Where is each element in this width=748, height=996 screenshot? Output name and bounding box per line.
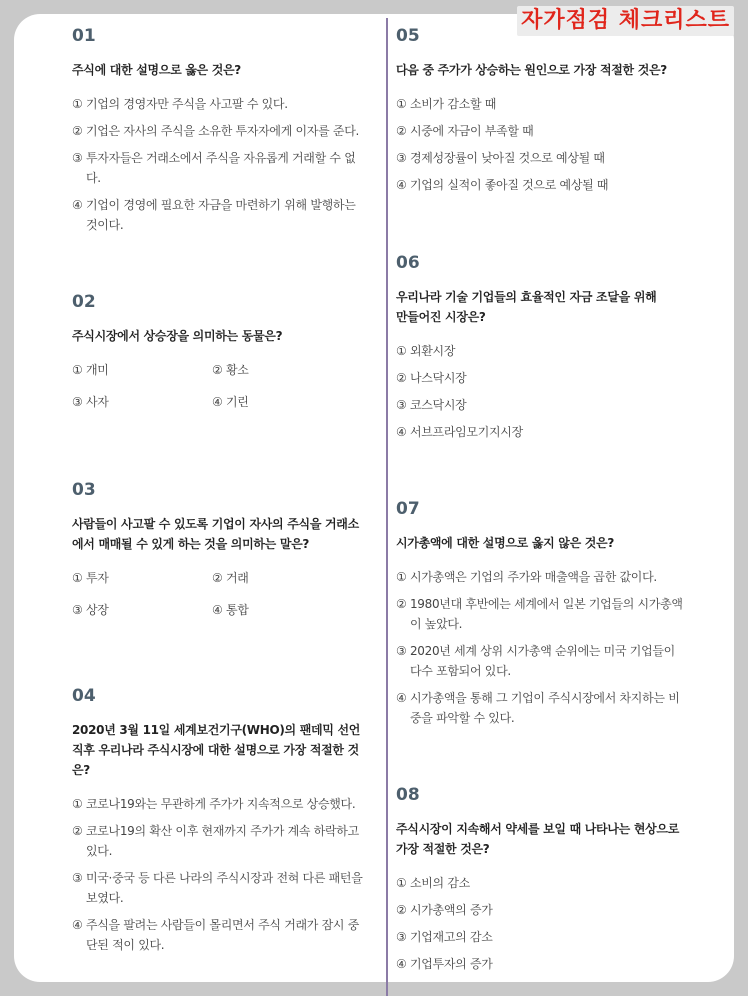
- option[interactable]: ① 투자: [72, 571, 109, 585]
- option[interactable]: ② 1980년대 후반에는 세계에서 일본 기업들의 시가총액이 높았다.: [396, 597, 683, 631]
- option[interactable]: ④ 시가총액을 통해 그 기업이 주식시장에서 차지하는 비중을 파악할 수 있다.: [396, 691, 680, 725]
- option[interactable]: ② 황소: [212, 363, 249, 377]
- question-number: 01: [72, 26, 96, 46]
- option[interactable]: ④ 기업투자의 증가: [396, 957, 493, 971]
- option[interactable]: ④ 주식을 팔려는 사람들이 몰리면서 주식 거래가 잠시 중단된 적이 있다.: [72, 918, 359, 952]
- option[interactable]: ① 시가총액은 기업의 주가와 매출액을 곱한 값이다.: [396, 570, 657, 584]
- question-04: [72, 686, 367, 962]
- question-number: 08: [396, 785, 420, 805]
- question-03: [72, 480, 367, 620]
- option[interactable]: ② 나스닥시장: [396, 371, 467, 385]
- option[interactable]: ③ 경제성장률이 낮아질 것으로 예상될 때: [396, 151, 605, 165]
- option[interactable]: ① 소비가 감소할 때: [396, 97, 497, 111]
- question-text: 주식에 대한 설명으로 옳은 것은?: [72, 63, 241, 77]
- option[interactable]: ① 외환시장: [396, 344, 456, 358]
- question-text: 다음 중 주가가 상승하는 원인으로 가장 적절한 것은?: [396, 63, 667, 77]
- question-07: [396, 499, 686, 735]
- option[interactable]: ③ 미국·중국 등 다른 나라의 주식시장과 전혀 다른 패턴을 보였다.: [72, 871, 363, 905]
- option[interactable]: ④ 기린: [212, 395, 249, 409]
- question-01: [72, 26, 367, 242]
- question-text: 주식시장이 지속해서 약세를 보일 때 나타나는 현상으로 가장 적절한 것은?: [396, 822, 679, 856]
- option[interactable]: ④ 서브프라임모기지시장: [396, 425, 523, 439]
- question-text: 시가총액에 대한 설명으로 옳지 않은 것은?: [396, 536, 615, 550]
- option[interactable]: ③ 기업재고의 감소: [396, 930, 493, 944]
- option[interactable]: ② 거래: [212, 571, 249, 585]
- question-number: 06: [396, 253, 420, 273]
- option[interactable]: ④ 통합: [212, 603, 249, 617]
- question-number: 05: [396, 26, 420, 46]
- option[interactable]: ③ 2020년 세계 상위 시가총액 순위에는 미국 기업들이 다수 포함되어 있다.: [396, 644, 675, 678]
- question-number: 02: [72, 292, 96, 312]
- option[interactable]: ① 개미: [72, 363, 109, 377]
- option[interactable]: ④ 기업의 실적이 좋아질 것으로 예상될 때: [396, 178, 609, 192]
- option[interactable]: ① 소비의 감소: [396, 876, 470, 890]
- option[interactable]: ② 시중에 자금이 부족할 때: [396, 124, 534, 138]
- option[interactable]: ③ 투자자들은 거래소에서 주식을 자유롭게 거래할 수 없다.: [72, 151, 356, 185]
- option[interactable]: ② 코로나19의 확산 이후 현재까지 주가가 계속 하락하고 있다.: [72, 824, 359, 858]
- column-divider: [386, 18, 388, 996]
- question-06: [396, 253, 666, 449]
- question-number: 04: [72, 686, 96, 706]
- option[interactable]: ① 기업의 경영자만 주식을 사고팔 수 있다.: [72, 97, 288, 111]
- question-text: 주식시장에서 상승장을 의미하는 동물은?: [72, 329, 283, 343]
- checklist-badge: 자가점검 체크리스트: [517, 6, 734, 36]
- option[interactable]: ③ 코스닥시장: [396, 398, 467, 412]
- option[interactable]: ③ 사자: [72, 395, 109, 409]
- option[interactable]: ③ 상장: [72, 603, 109, 617]
- question-08: [396, 785, 686, 981]
- option[interactable]: ④ 기업이 경영에 필요한 자금을 마련하기 위해 발행하는 것이다.: [72, 198, 356, 232]
- question-number: 03: [72, 480, 96, 500]
- option[interactable]: ② 시가총액의 증가: [396, 903, 493, 917]
- question-05: [396, 26, 686, 202]
- option[interactable]: ① 코로나19와는 무관하게 주가가 지속적으로 상승했다.: [72, 797, 356, 811]
- question-text: 사람들이 사고팔 수 있도록 기업이 자사의 주식을 거래소에서 매매될 수 있게 하는 것을 의미하는 말은?: [72, 517, 359, 551]
- question-text: 2020년 3월 11일 세계보건기구(WHO)의 팬데믹 선언 직후 우리나라 주식시장에 대한 설명으로 가장 적절한 것은?: [72, 723, 361, 777]
- question-02: [72, 292, 367, 412]
- option[interactable]: ② 기업은 자사의 주식을 소유한 투자자에게 이자를 준다.: [72, 124, 359, 138]
- question-number: 07: [396, 499, 420, 519]
- question-text: 우리나라 기술 기업들의 효율적인 자금 조달을 위해 만들어진 시장은?: [396, 290, 657, 324]
